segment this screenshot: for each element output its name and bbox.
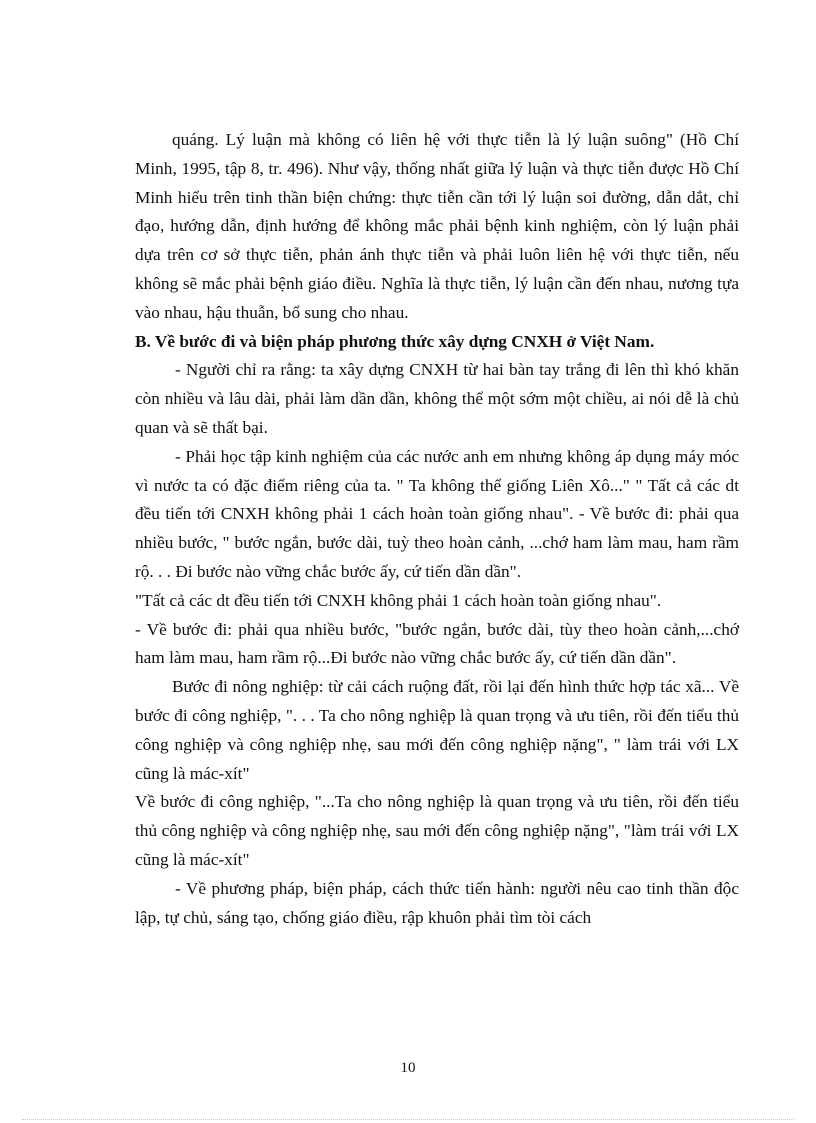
paragraph-steps: - Về bước đi: phải qua nhiều bước, "bước ngắn, bước dài, tùy theo hoàn cảnh,...chớ ham làm mau, ham rầm rộ...Đi bước nào vững chắc bước ấy, cứ tiến dần dần". xyxy=(135,619,739,668)
paragraph-industry-steps: Về bước đi công nghiệp, "...Ta cho nông nghiệp là quan trọng và ưu tiên, rồi đến tiểu thủ công nghiệp và công nghiệp nhẹ, sau mới đến công nghiệp nặng", "làm trái với LX cũng là mác-xít" xyxy=(135,792,739,869)
page-number: 10 xyxy=(400,1060,416,1076)
page-bottom-divider xyxy=(22,1119,794,1120)
page-body xyxy=(135,126,739,932)
section-heading-b: B. Về bước đi và biện pháp phương thức xây dựng CNXH ở Việt Nam. xyxy=(135,331,655,351)
paragraph-learn-experience: - Phải học tập kinh nghiệm của các nước anh em nhưng không áp dụng máy móc vì nước ta có đặc điểm riêng của ta. " Ta không thể giống Liên Xô..." " Tất cả các dt đều tiến tới CNXH không phải 1 cách hoàn toàn giống nhau". - Về bước đi: phải qua nhiều bước, " bước ngắn, bước dài, tuỳ theo hoàn cảnh, ...chớ ham làm mau, ham rầm rộ. . . Đi bước nào vững chắc bước ấy, cứ tiến dần dần". xyxy=(135,446,739,581)
paragraph-quote-all-nations: "Tất cả các dt đều tiến tới CNXH không phải 1 cách hoàn toàn giống nhau". xyxy=(135,590,662,610)
paragraph-build-from-scratch: - Người chỉ ra rằng: ta xây dựng CNXH từ hai bàn tay trắng đi lên thì khó khăn còn nhiều và lâu dài, phải làm dần dần, không thể một sớm một chiều, ai nói dễ là chủ quan và sẽ thất bại. xyxy=(135,360,739,437)
paragraph-agriculture-steps: Bước đi nông nghiệp: từ cải cách ruộng đất, rồi lại đến hình thức hợp tác xã... Về bước đi công nghiệp, ". . . Ta cho nông nghiệp là quan trọng và ưu tiên, rồi đến tiểu thủ công nghiệp và công nghiệp nhẹ, sau mới đến công nghiệp nặng", " làm trái với LX cũng là mác-xít" xyxy=(135,677,739,783)
paragraph-theory-practice: quáng. Lý luận mà không có liên hệ với thực tiễn là lý luận suông" (Hồ Chí Minh, 1995, tập 8, tr. 496). Như vậy, thống nhất giữa lý luận và thực tiễn được Hồ Chí Minh hiểu trên tinh thần biện chứng: thực tiễn cần tới lý luận soi đường, dẫn dắt, chỉ đạo, hướng dẫn, định hướng để không mắc phải bệnh kinh nghiệm, còn lý luận phải dựa trên cơ sở thực tiễn, phản ánh thực tiễn và phải luôn liên hệ với thực tiễn, nếu không sẽ mắc phải bệnh giáo điều. Nghĩa là thực tiễn, lý luận cần đến nhau, nương tựa vào nhau, hậu thuẫn, bổ sung cho nhau. xyxy=(135,130,739,322)
paragraph-methods: - Về phương pháp, biện pháp, cách thức tiến hành: người nêu cao tinh thần độc lập, tự chủ, sáng tạo, chống giáo điều, rập khuôn phải tìm tòi cách xyxy=(135,878,739,927)
